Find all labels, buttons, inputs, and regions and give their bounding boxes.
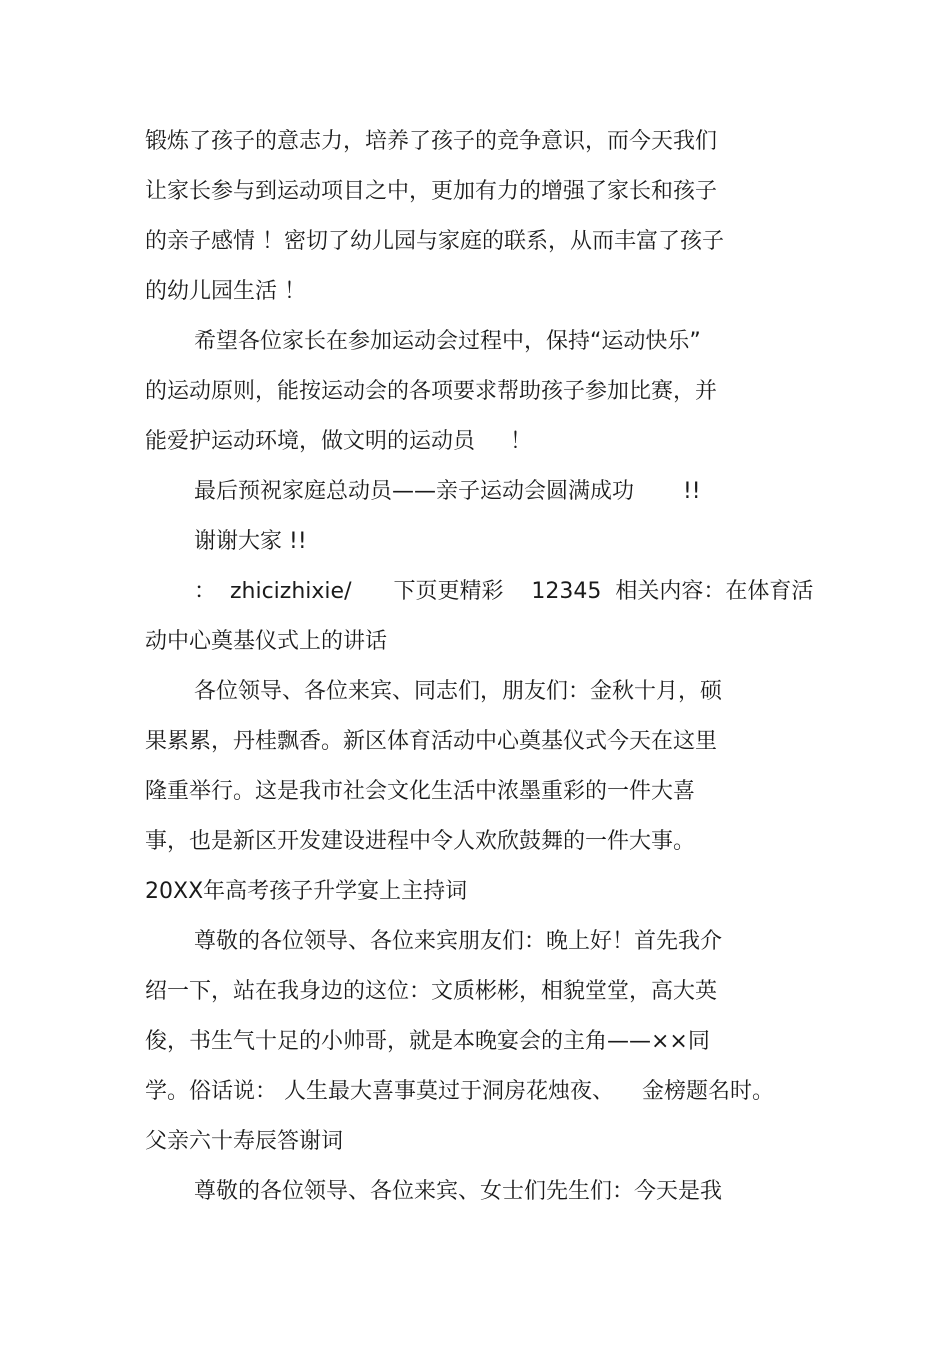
paragraph-start-line: 希望各位家长在参加运动会过程中，保持“运动快乐” <box>194 329 701 354</box>
paragraph-start-line: 谢谢大家 !! <box>194 529 307 554</box>
text-line: 能爱护运动环境，做文明的运动员 ！ <box>145 429 532 454</box>
text-line: 让家长参与到运动项目之中，更加有力的增强了家长和孩子 <box>145 179 718 204</box>
section-heading: 20XX年高考孩子升学宴上主持词 <box>145 879 468 904</box>
text-line: 锻炼了孩子的意志力，培养了孩子的竞争意识，而今天我们 <box>145 129 718 154</box>
section-heading: 动中心奠基仪式上的讲话 <box>145 629 388 654</box>
paragraph-start-line: 尊敬的各位领导、各位来宾、女士们先生们：今天是我 <box>194 1179 723 1204</box>
paragraph-start-line: 各位领导、各位来宾、同志们，朋友们：金秋十月，硕 <box>194 679 723 704</box>
text-line: 隆重举行。这是我市社会文化生活中浓墨重彩的一件大喜 <box>145 779 696 804</box>
text-line: 的运动原则，能按运动会的各项要求帮助孩子参加比赛，并 <box>145 379 718 404</box>
text-line: 果累累，丹桂飘香。新区体育活动中心奠基仪式今天在这里 <box>145 729 718 754</box>
text-line: 绍一下，站在我身边的这位：文质彬彬，相貌堂堂，高大英 <box>145 979 718 1004</box>
paragraph-start-line: 尊敬的各位领导、各位来宾朋友们：晚上好！首先我介 <box>194 929 723 954</box>
section-heading: 父亲六十寿辰答谢词 <box>145 1129 344 1154</box>
text-line: 学。俗话说： 人生最大喜事莫过于洞房花烛夜、 金榜题名时。 <box>145 1079 774 1104</box>
text-line: 的亲子感情 ！密切了幼儿园与家庭的联系，从而丰富了孩子 <box>145 229 724 254</box>
related-links-line: ： zhicizhixie/ 下页更精彩 12345 相关内容：在体育活 <box>194 579 814 604</box>
text-line: 的幼儿园生活 ！ <box>145 279 306 304</box>
paragraph-start-line: 最后预祝家庭总动员——亲子运动会圆满成功 !! <box>194 479 701 504</box>
text-line: 事，也是新区开发建设进程中令人欢欣鼓舞的一件大事。 <box>145 829 696 854</box>
text-line: 俊，书生气十足的小帅哥，就是本晚宴会的主角——××同 <box>145 1029 710 1054</box>
